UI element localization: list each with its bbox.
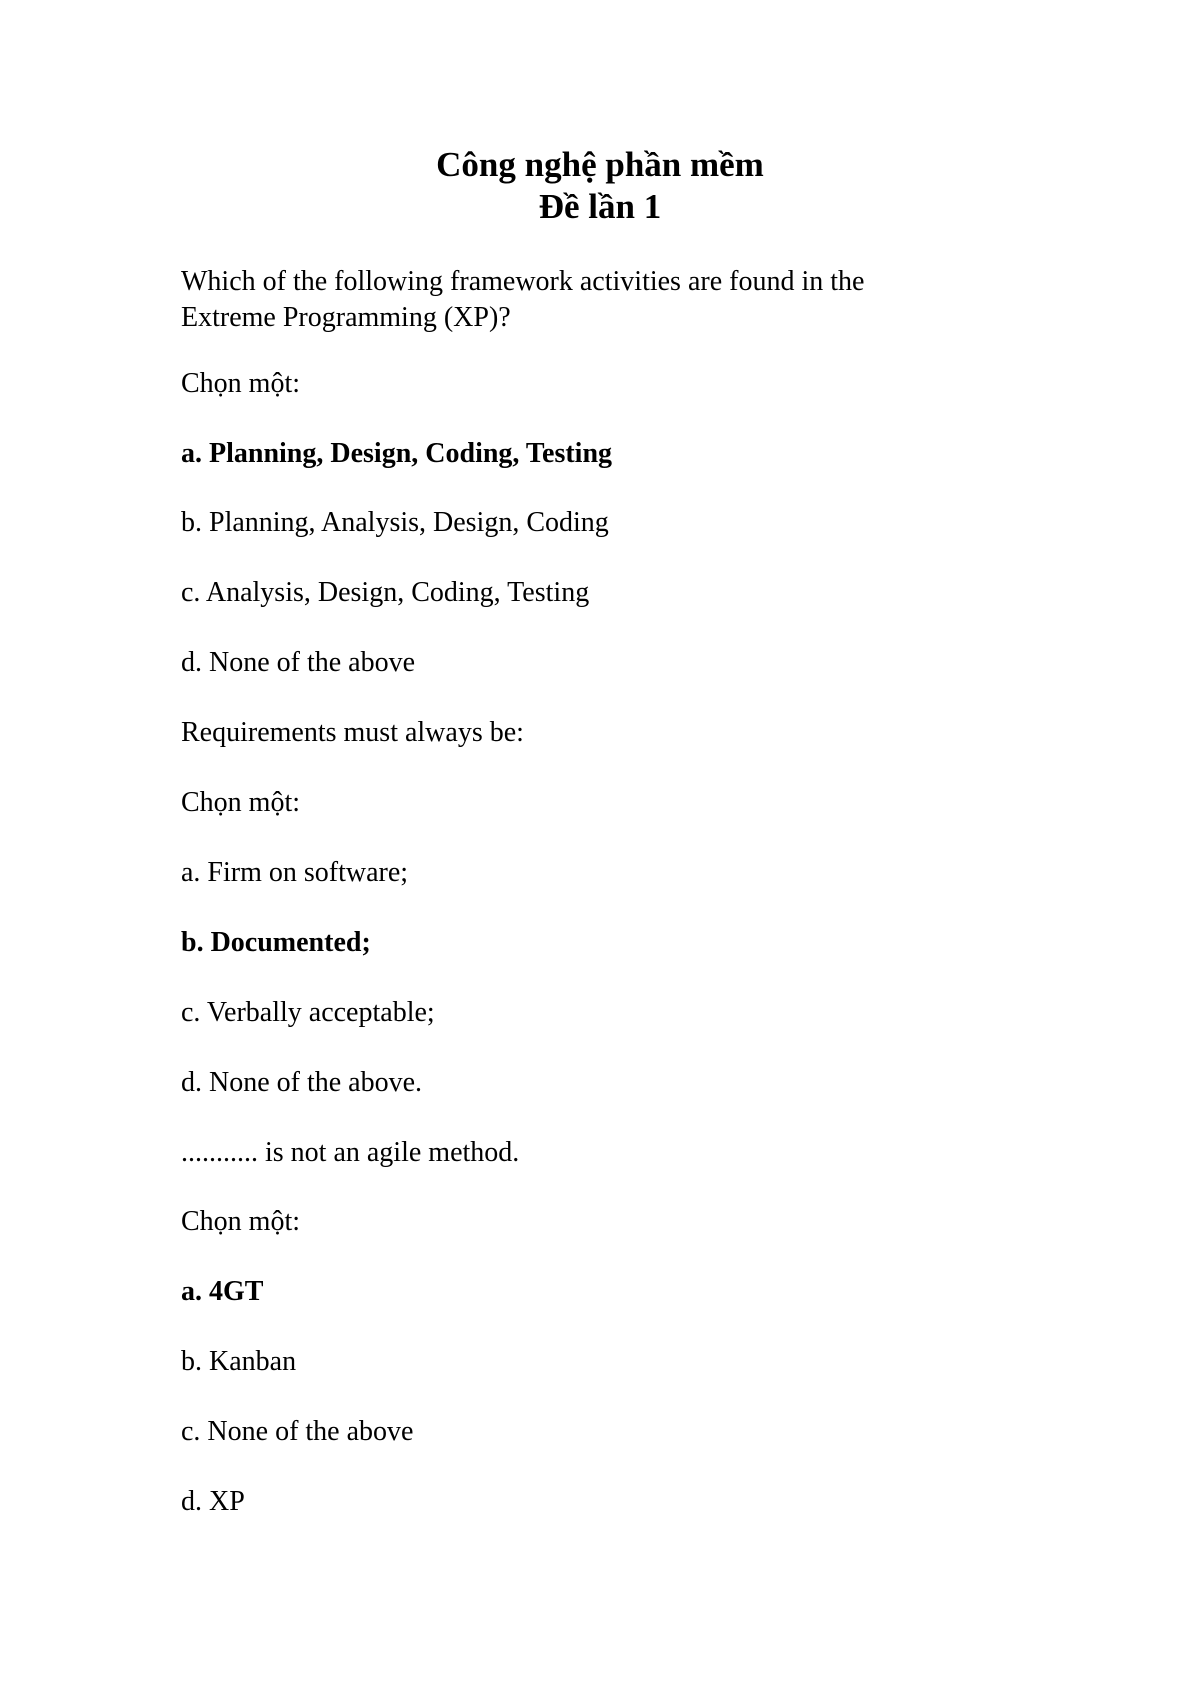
question-1-instruction: Chọn một: (181, 368, 301, 399)
question-2-option-b[interactable]: b. Documented; (181, 927, 371, 958)
question-3-option-d[interactable]: d. XP (181, 1486, 245, 1517)
question-3-option-b[interactable]: b. Kanban (181, 1346, 297, 1377)
question-1-option-d[interactable]: d. None of the above (181, 647, 416, 678)
question-3-instruction: Chọn một: (181, 1206, 301, 1237)
question-1-option-c[interactable]: c. Analysis, Design, Coding, Testing (181, 577, 590, 608)
question-1-prompt-line-2: Extreme Programming (XP)? (181, 302, 511, 333)
question-3-option-c[interactable]: c. None of the above (181, 1416, 414, 1447)
question-2-option-a[interactable]: a. Firm on software; (181, 857, 409, 888)
question-2-option-d[interactable]: d. None of the above. (181, 1067, 423, 1098)
question-2-prompt: Requirements must always be: (181, 717, 524, 748)
question-1-option-b[interactable]: b. Planning, Analysis, Design, Coding (181, 507, 609, 538)
document-title: Công nghệ phần mềm (436, 145, 764, 184)
question-2-option-c[interactable]: c. Verbally acceptable; (181, 997, 435, 1028)
document-subtitle: Đề lần 1 (538, 187, 662, 226)
question-3-prompt: ........... is not an agile method. (181, 1137, 520, 1168)
question-1-prompt-line-1: Which of the following framework activities are found in the (181, 266, 865, 297)
question-2-instruction: Chọn một: (181, 787, 301, 818)
question-1-option-a[interactable]: a. Planning, Design, Coding, Testing (181, 438, 613, 469)
question-3-option-a[interactable]: a. 4GT (181, 1276, 264, 1307)
